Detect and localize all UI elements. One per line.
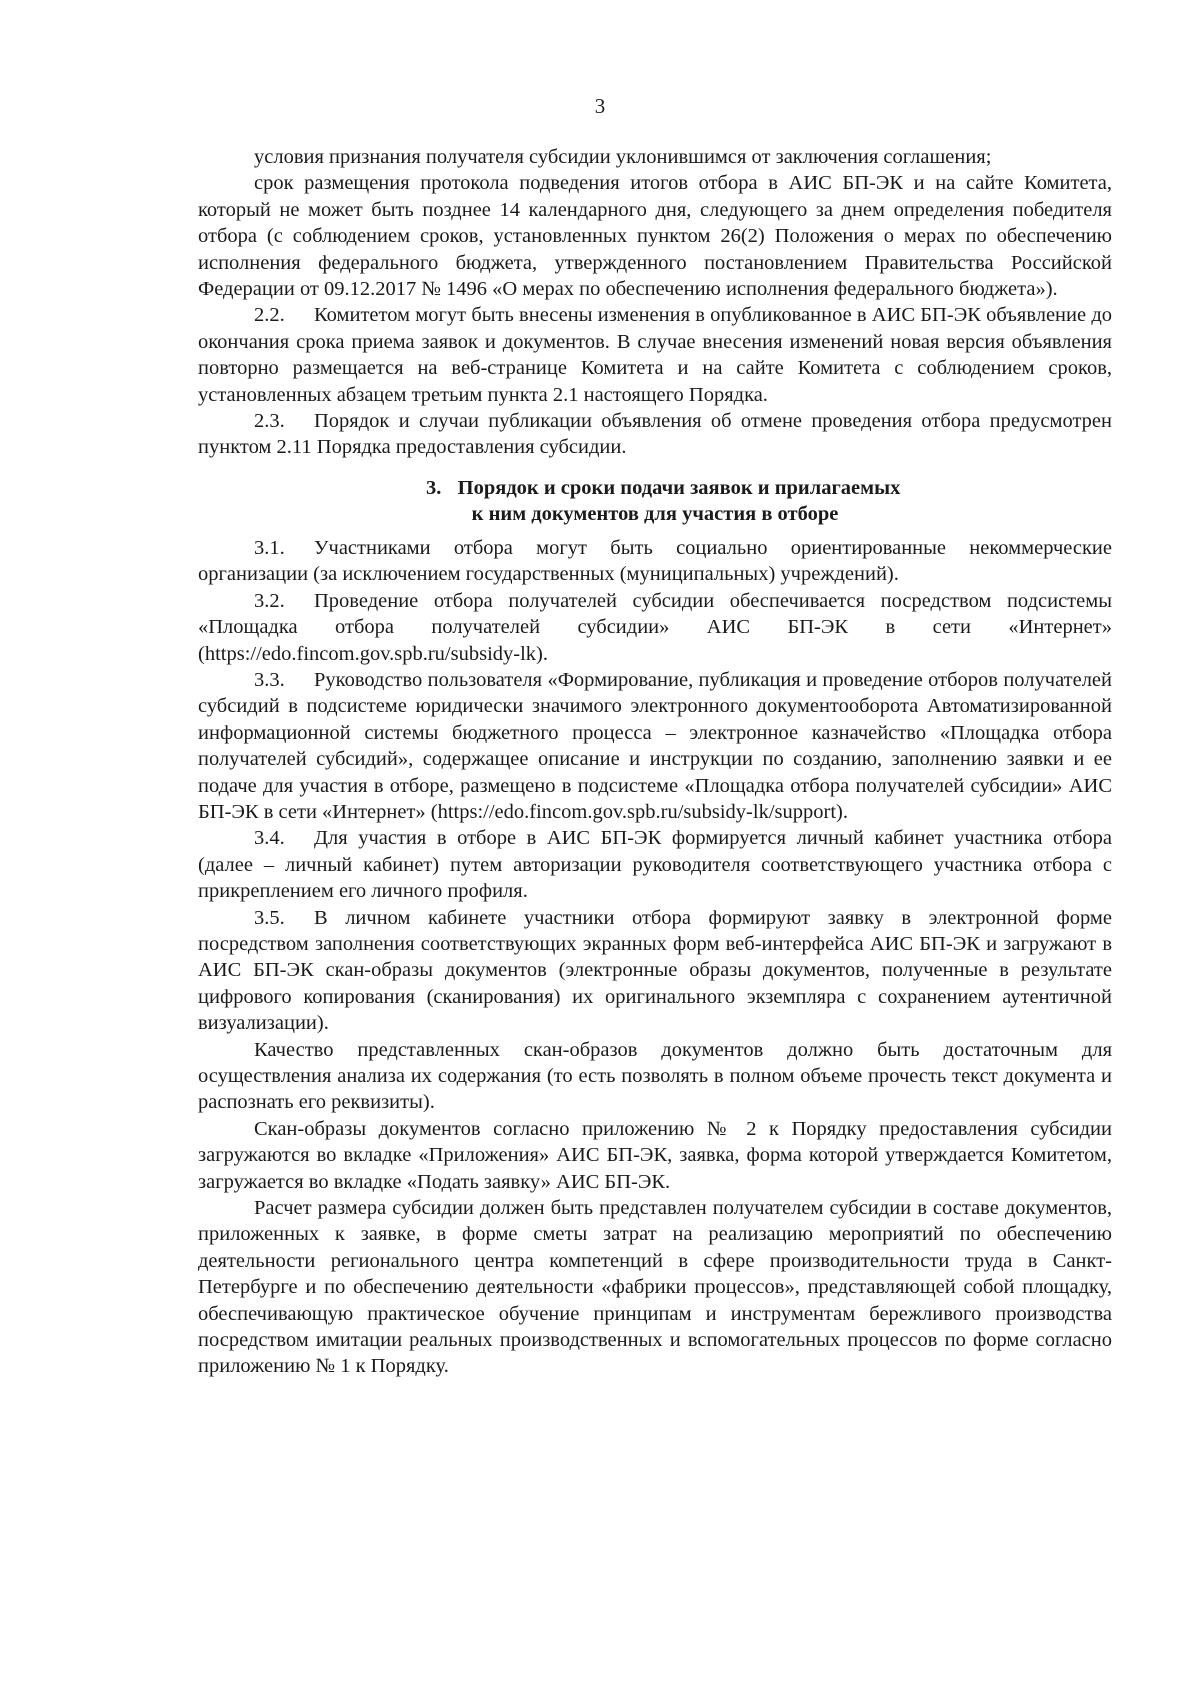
page-number: 3 (594, 94, 606, 118)
paragraph: Скан-образы документов согласно приложению № 2 к Порядку предоставления субсидии загружаются во вкладке «Приложения» АИС БП-ЭК, заявка, форма которой утверждается Комитетом, загружается во вкладке «Подать заявку» АИС БП-ЭК. (198, 1117, 1112, 1193)
clause-text: Участниками отбора могут быть социально ориентированные некоммерческие организации (за исключением государственных (муниципальных) учреждений). (198, 536, 1112, 586)
clause-2-3 (198, 408, 1112, 461)
clause-number: 3.1. (254, 536, 285, 559)
clause-text: Проведение отбора получателей субсидии обеспечивается посредством подсистемы «Площадка отбора получателей субсидии» АИС БП-ЭК в сети «Интернет» (https://edo.fincom.gov.spb.ru/subsidy-lk). (198, 589, 1112, 665)
clause-text: В личном кабинете участники отбора формируют заявку в электронной форме посредством заполнения соответствующих экранных форм веб-интерфейса АИС БП-ЭК и загружают в АИС БП-ЭК скан-образы документов (электронные образы документов, полученные в результате цифрового копирования (сканирования) их оригинального экземпляра с сохранением аутентичной визуализации). (198, 906, 1112, 1035)
clause-number: 2.3. (254, 410, 285, 433)
clause-text: Комитетом могут быть внесены изменения в опубликованное в АИС БП-ЭК объявление до окончания срока приема заявок и документов. В случае внесения изменений новая версия объявления повторно размещается на веб-странице Комитета и на сайте Комитета с соблюдением сроков, установленных абзацем третьим пункта 2.1 настоящего Порядка. (198, 304, 1112, 406)
clause-3-5 (198, 905, 1112, 1037)
clause-text: Для участия в отборе в АИС БП-ЭК формируется личный кабинет участника отбора (далее – личный кабинет) путем авторизации руководителя соответствующего участника отбора с прикреплением его личного профиля. (198, 827, 1112, 903)
clause-text: Порядок и случаи публикации объявления об отмене проведения отбора предусмотрен пунктом 2.11 Порядка предоставления субсидии. (198, 410, 1112, 459)
paragraph: условия признания получателя субсидии уклонившимся от заключения соглашения; (254, 146, 992, 168)
clause-number: 2.2. (254, 304, 285, 327)
clause-2-2 (198, 302, 1112, 408)
section-number: 3. (425, 476, 442, 499)
section-heading-line1 (198, 475, 1112, 501)
clause-number: 3.3. (254, 668, 285, 691)
clause-3-3 (198, 667, 1112, 825)
section-heading (198, 475, 1112, 527)
paragraph: срок размещения протокола подведения итогов отбора в АИС БП-ЭК и на сайте Комитета, который не может быть позднее 14 календарного дня, следующего за днем определения победителя отбора (с соблюдением сроков, установленных пунктом 26(2) Положения о мерах по обеспечению исполнения федерального бюджета, утвержденного постановлением Правительства Российской Федерации от 09.12.2017 № 1496 «О мерах по обеспечению исполнения федерального бюджета»). (198, 172, 1112, 301)
clause-3-2 (198, 588, 1112, 667)
paragraph: Расчет размера субсидии должен быть представлен получателем субсидии в составе документов, приложенных к заявке, в форме сметы затрат на реализацию мероприятий по обеспечению деятельности регионального центра компетенций в сфере производительности труда в Санкт-Петербурге и по обеспечению деятельности «фабрики процессов», представляющей собой площадку, обеспечивающую практическое обучение принципам и инструментам бережливого производства посредством имитации реальных производственных и вспомогательных процессов по форме согласно приложению № 1 к Порядку. (198, 1197, 1112, 1378)
clause-number: 3.4. (254, 827, 285, 850)
clause-text: Руководство пользователя «Формирование, публикация и проведение отборов получателей субсидий в подсистеме юридически значимого электронного документооборота Автоматизированной информационной системы бюджетного процесса – электронное казначейство «Площадка отбора получателей субсидий», содержащее описание и инструкции по созданию, заполнению заявки и ее подаче для участия в отборе, размещено в подсистеме «Площадка отбора получателей субсидии» АИС БП-ЭК в сети «Интернет» (https://edo.fincom.gov.spb.ru/subsidy-lk/support). (198, 668, 1112, 823)
section-title-part1: Порядок и сроки подачи заявок и прилагаемых (457, 476, 901, 499)
document-body (198, 144, 1112, 1380)
clause-3-1 (198, 535, 1112, 588)
clause-number: 3.5. (254, 906, 285, 929)
clause-3-4 (198, 825, 1112, 904)
clause-number: 3.2. (254, 589, 285, 612)
section-title-part2: к ним документов для участия в отборе (471, 502, 839, 525)
paragraph: Качество представленных скан-образов документов должно быть достаточным для осуществления анализа их содержания (то есть позволять в полном объеме прочесть текст документа и распознать его реквизиты). (198, 1038, 1112, 1114)
